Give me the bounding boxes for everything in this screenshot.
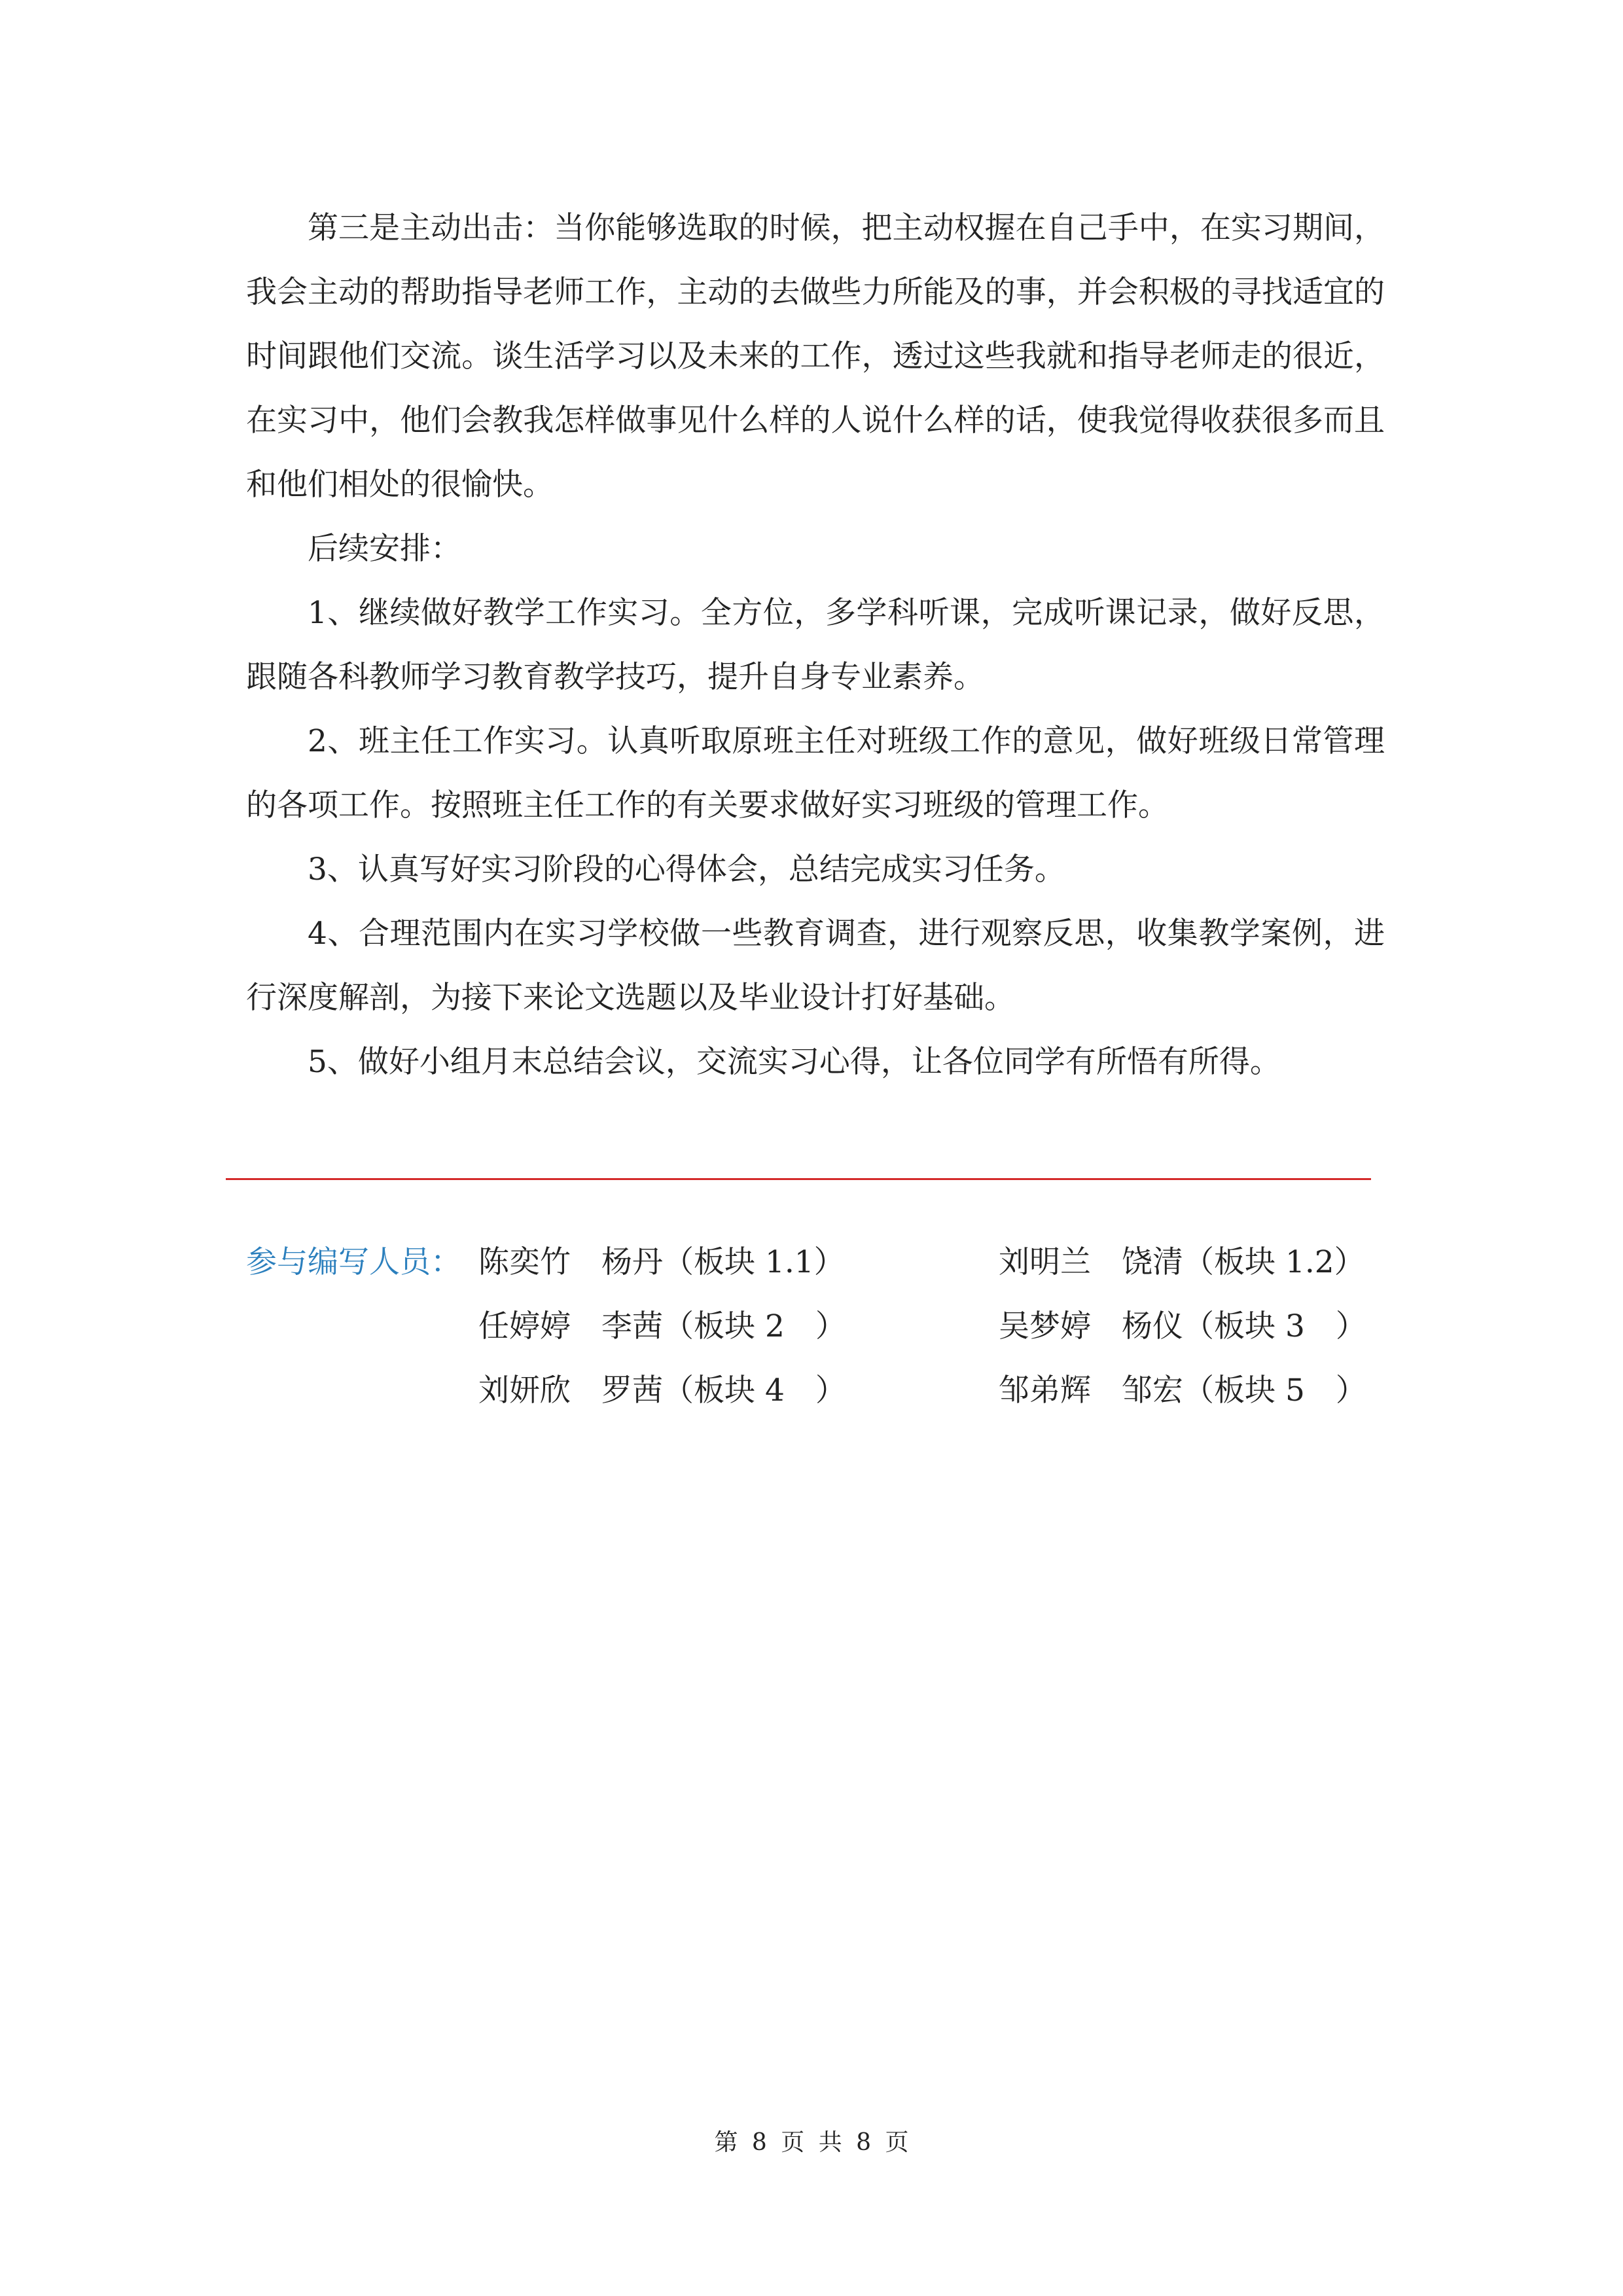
- paragraph-item-4: 4、合理范围内在实习学校做一些教育调查，进行观察反思，收集教学案例，进行深度解剖，为接下来论文选题以及毕业设计打好基础。: [246, 916, 1385, 1016]
- paragraph-item-1: 1、继续做好教学工作实习。全方位，多学科听课，完成听课记录，做好反思，跟随各科教师学习教育教学技巧，提升自身专业素养。: [246, 595, 1385, 695]
- paragraph-item-2: 2、班主任工作实习。认真听取原班主任对班级工作的意见，做好班级日常管理的各项工作。按照班主任工作的有关要求做好实习班级的管理工作。: [246, 723, 1385, 823]
- paragraph-followup-heading: 后续安排：: [308, 531, 461, 567]
- section-divider: [226, 1178, 1371, 1180]
- contributors-row: [246, 1295, 1385, 1359]
- contributor-entry: 邹弟辉 邹宏（板块 5 ）: [999, 1372, 1366, 1408]
- contributor-entry: 刘妍欣 罗茜（板块 4 ）: [478, 1372, 846, 1408]
- page-footer: 第 8 页 共 8 页: [714, 2129, 909, 2156]
- contributors-row: [246, 1230, 1385, 1295]
- contributor-entry: 任婷婷 李茜（板块 2 ）: [478, 1308, 846, 1344]
- contributors-row: [246, 1359, 1385, 1423]
- main-body-text: [246, 196, 1385, 1094]
- paragraph-item-3: 3、认真写好实习阶段的心得体会，总结完成实习任务。: [308, 852, 1065, 888]
- paragraph-initiative: 第三是主动出击：当你能够选取的时候，把主动权握在自己手中，在实习期间，我会主动的帮助指导老师工作，主动的去做些力所能及的事，并会积极的寻找适宜的时间跟他们交流。谈生活学习以及未来的工作，透过这些我就和指导老师走的很近，在实习中，他们会教我怎样做事见什么样的人说什么样的话，使我觉得收获很多而且和他们相处的很愉快。: [246, 210, 1385, 503]
- contributor-entry: 吴梦婷 杨仪（板块 3 ）: [999, 1308, 1366, 1344]
- contributor-entry: 刘明兰 饶清（板块 1.2）: [999, 1244, 1365, 1280]
- paragraph-item-5: 5、做好小组月末总结会议，交流实习心得，让各位同学有所悟有所得。: [308, 1044, 1281, 1080]
- contributor-entry: 陈奕竹 杨丹（板块 1.1）: [478, 1244, 845, 1280]
- contributors-label: 参与编写人员：: [246, 1244, 461, 1280]
